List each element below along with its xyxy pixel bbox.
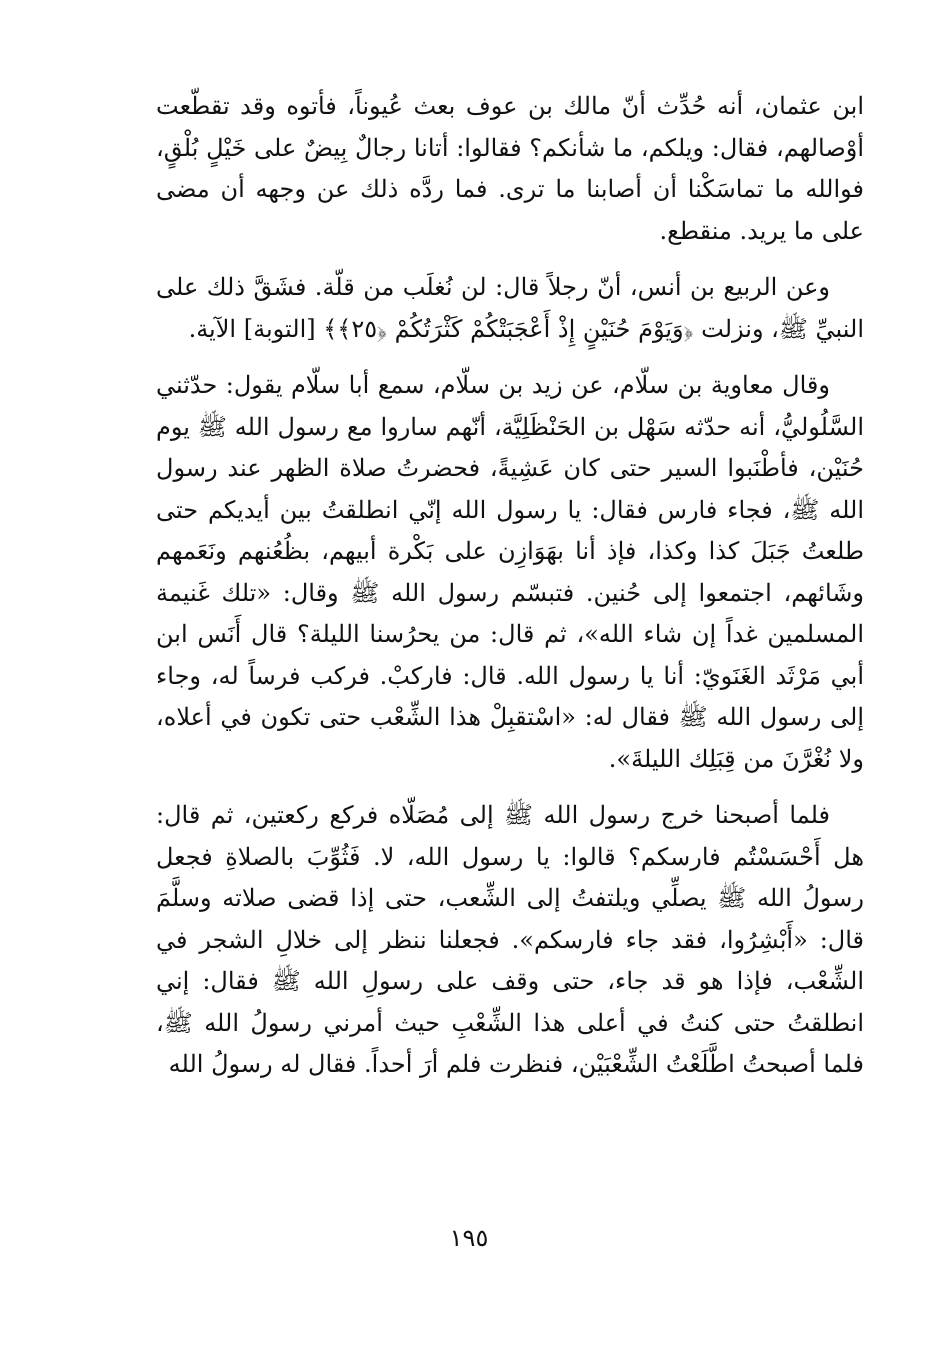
paragraph-1: ابن عثمان، أنه حُدِّث أنّ مالك بن عوف بعث عُيوناً، فأتوه وقد تقطّعت أوْصالهم، فقال: ويلكم، ما شأنكم؟ فقالوا: أتانا رجالٌ بِيضٌ على خَيْلٍ بُلْقٍ، فوالله ما تماسَكْنا أن أصابنا ما ترى. فما ردَّه ذلك عن وجهه أن مضى على ما يريد. منقطع. [156,92,864,245]
paragraph-4: فلما أصبحنا خرج رسول الله ﷺ إلى مُصَلّاه فركع ركعتين، ثم قال: هل أَحْسَسْتُم فارسكم؟ قالوا: يا رسول الله، لا. فَثُوِّبَ بالصلاةِ فجعل رسولُ الله ﷺ يصلِّي ويلتفتُ إلى الشِّعب، حتى إذا قضى صلاته وسلَّمَ قال: «أَبْشِرُوا، فقد جاء فارسكم». فجعلنا ننظر إلى خلالِ الشجر في الشِّعْب، فإذا هو قد جاء، حتى وقف على رسولِ الله ﷺ فقال: إني انطلقتُ حتى كنتُ في أعلى هذا الشِّعْبِ حيث أمرني رسولُ الله ﷺ، فلما أصبحتُ اطَّلَعْتُ الشِّعْبَيْن، فنظرت فلم أرَ أحداً. فقال له رسولُ الله [156,801,865,1078]
page-number: ١٩٥ [449,1224,489,1252]
body-text [156,86,864,1086]
paragraph-3: وقال معاوية بن سلّام، عن زيد بن سلّام، سمع أبا سلّام يقول: حدّثني السَّلُوليُّ، أنه حدّثه سَهْل بن الحَنْظَلِيَّة، أنّهم ساروا مع رسول الله ﷺ يوم حُنَيْن، فأطْنَبوا السير حتى كان عَشِيةً، فحضرتُ صلاة الظهر عند رسول الله ﷺ، فجاء فارس فقال: يا رسول الله إنّي انطلقتُ بين أيديكم حتى طلعتُ جَبَلَ كذا وكذا، فإذ أنا بهَوَازِن على بَكْرة أبيهم، بظُعُنهم ونَعَمهم وشَائهم، اجتمعوا إلى حُنين. فتبسّم رسول الله ﷺ وقال: «تلك غَنيمة المسلمين غداً إن شاء الله»، ثم قال: من يحرُسنا الليلة؟ قال أَنَس ابن أبي مَرْثَد الغَنَويّ: أنا يا رسول الله. قال: فاركبْ. فركب فرساً له، وجاء إلى رسول الله ﷺ فقال له: «اسْتقبِلْ هذا الشِّعْب حتى تكون في أعلاه، ولا نُغْرَّنَ من قِبَلِك الليلةَ». [156,371,864,773]
paragraph-2: وعن الربيع بن أنس، أنّ رجلاً قال: لن نُغلَب من قلّة. فشَقَّ ذلك على النبيِّ ﷺ، ونزلت ﴿وَيَوْمَ حُنَيْنٍ إِذْ أَعْجَبَتْكُمْ كَثْرَتُكُمْ ﴿٢٥﴾﴾ [التوبة] الآية. [156,273,864,343]
